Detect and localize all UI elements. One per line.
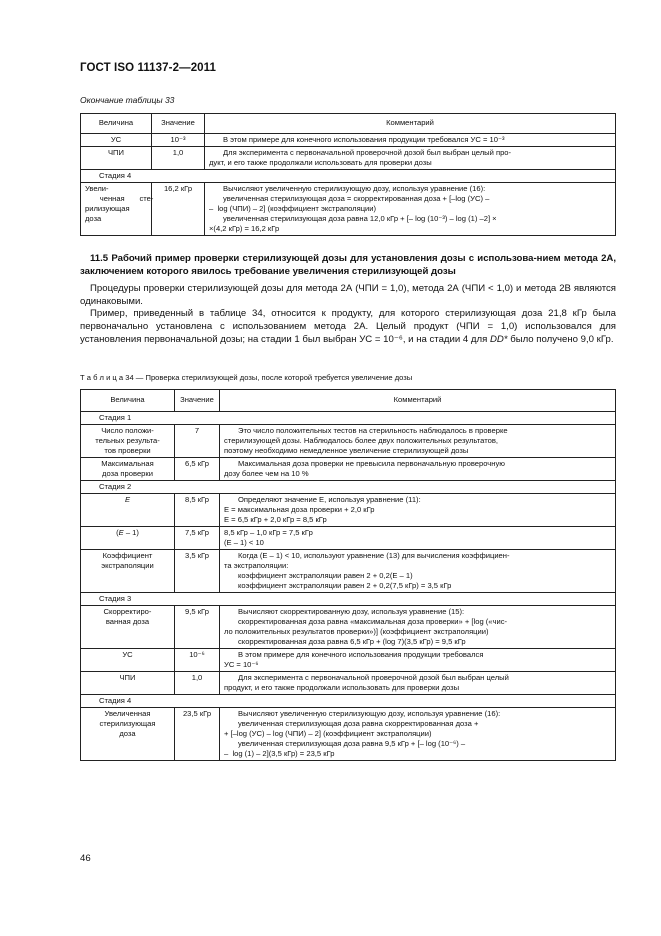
comment-cell: [220, 425, 616, 458]
column-header: Величина: [81, 390, 175, 412]
stage-label: Стадия 3: [81, 593, 616, 606]
stage-row: [81, 695, 616, 708]
column-header: Значение: [175, 390, 220, 412]
comment-line: Для эксперимента с первоначальной проверочной дозой был выбран целый про-: [223, 148, 512, 158]
quantity-cell: Увели- ченная сте- рилизующая доза: [81, 183, 152, 236]
document-header: ГОСТ ISO 11137-2—2011: [80, 62, 217, 74]
stage-row: [81, 481, 616, 494]
table34-caption: Т а б л и ц а 34 — Проверка стерилизующей дозы, после которой требуется увеличение дозы: [80, 373, 413, 382]
table-row: [81, 134, 616, 147]
value-cell: 10⁻³: [152, 134, 205, 147]
page-number: 46: [80, 853, 91, 864]
value-cell: 7: [175, 425, 220, 458]
comment-cell: [220, 550, 616, 593]
comment-line: (E – 1) < 10: [224, 538, 264, 548]
comment-line: Когда (E – 1) < 10, используют уравнение (13) для вычисления коэффициен-: [238, 551, 510, 561]
table-row: [81, 606, 616, 649]
value-cell: 23,5 кГр: [175, 708, 220, 761]
value-cell: 8,5 кГр: [175, 494, 220, 527]
comment-cell: [220, 458, 616, 481]
table-row: [81, 527, 616, 550]
stage-row: [81, 412, 616, 425]
quantity-cell: ЧПИ: [81, 147, 152, 170]
value-cell: 6,5 кГр: [175, 458, 220, 481]
stage-row: [81, 593, 616, 606]
table-row: [81, 425, 616, 458]
paragraph: Пример, приведенный в таблице 34, относится к продукту, для которого стерилизующая доза 21,8 кГр была первоначально установлена с использованием метода 2А. Целый продукт (ЧПИ = 1,0) использовался для установления первоначальной дозы; на стадии 1 был выбран УС = 10⁻⁶, и на стадии 4 для DD* было получено 9,0 кГр.: [80, 308, 616, 346]
stage-label: Стадия 2: [81, 481, 616, 494]
comment-line: – log (ЧПИ) – 2] (коэффициент экстраполяции): [209, 204, 377, 214]
value-cell: 3,5 кГр: [175, 550, 220, 593]
comment-line: + [–log (УС) – log (ЧПИ) – 2] (коэффициент экстраполяции): [224, 729, 432, 739]
quantity-cell: Коэффициент экстраполяции: [81, 550, 175, 593]
column-header: Величина: [81, 114, 152, 134]
quantity-cell: Скорректиро- ванная доза: [81, 606, 175, 649]
value-cell: 9,5 кГр: [175, 606, 220, 649]
comment-cell: [220, 527, 616, 550]
quantity-cell: Число положи- тельных результа- тов проверки: [81, 425, 175, 458]
value-cell: 16,2 кГр: [152, 183, 205, 236]
comment-line: коэффициент экстраполяции равен 2 + 0,2(7,5 кГр) = 3,5 кГр: [238, 581, 452, 591]
value-cell: 7,5 кГр: [175, 527, 220, 550]
comment-line: 8,5 кГр – 1,0 кГр = 7,5 кГр: [224, 528, 313, 538]
comment-line: поэтому необходимо немедленное увеличение стерилизующей дозы: [224, 446, 469, 456]
stage-label: Стадия 4: [81, 170, 616, 183]
table-34: [80, 389, 616, 761]
comment-line: УС = 10⁻⁶: [224, 660, 259, 670]
column-header: Комментарий: [220, 390, 616, 412]
comment-line: В этом примере для конечного использования продукции требовался: [238, 650, 484, 660]
table-row: [81, 708, 616, 761]
comment-line: увеличенная стерилизующая доза равна 9,5 кГр + [– log (10⁻⁶) –: [238, 739, 466, 749]
table-33: [80, 113, 616, 236]
comment-line: Максимальная доза проверки не превысила первоначальную проверочную: [238, 459, 505, 469]
table-row: [81, 550, 616, 593]
section-heading: 11.5 Рабочий пример проверки стерилизующей дозы для установления дозы с использова-нием метода 2А, заключением которого явилось требование увеличения стерилизующей дозы: [80, 253, 616, 277]
quantity-cell: Увеличенная стерилизующая доза: [81, 708, 175, 761]
comment-line: ×(4,2 кГр) = 16,2 кГр: [209, 224, 280, 234]
value-cell: 10⁻⁶: [175, 649, 220, 672]
comment-line: стерилизующей дозы. Наблюдалось более двух положительных результатов,: [224, 436, 498, 446]
quantity-cell: ЧПИ: [81, 672, 175, 695]
table-row: [81, 649, 616, 672]
comment-line: – log (1) – 2](3,5 кГр) = 23,5 кГр: [224, 749, 335, 759]
paragraph: Процедуры проверки стерилизующей дозы для метода 2А (ЧПИ = 1,0), метода 2А (ЧПИ < 1,0) и метода 2В являются одинаковыми.: [80, 282, 616, 307]
table-row: [81, 147, 616, 170]
comment-line: E = 6,5 кГр + 2,0 кГр = 8,5 кГр: [224, 515, 327, 525]
table-row: [81, 458, 616, 481]
stage-row: [81, 170, 616, 183]
comment-cell: [220, 708, 616, 761]
comment-cell: [205, 147, 616, 170]
comment-line: коэффициент экстраполяции равен 2 + 0,2(E – 1): [238, 571, 413, 581]
value-cell: 1,0: [152, 147, 205, 170]
quantity-cell: УС: [81, 134, 152, 147]
comment-cell: [220, 606, 616, 649]
table-row: [81, 183, 616, 236]
comment-line: Определяют значение E, используя уравнение (11):: [238, 495, 421, 505]
stage-label: Стадия 1: [81, 412, 616, 425]
comment-line: увеличенная стерилизующая доза равна скорректированная доза +: [238, 719, 479, 729]
comment-line: Вычисляют увеличенную стерилизующую дозу, используя уравнение (16):: [223, 184, 486, 194]
section-11-5: [80, 253, 616, 347]
quantity-cell: УС: [81, 649, 175, 672]
comment-line: скорректированная доза равна «максимальная доза проверки» + [log («чис-: [238, 617, 508, 627]
quantity-cell: Максимальная доза проверки: [81, 458, 175, 481]
column-header: Значение: [152, 114, 205, 134]
comment-line: дукт, и его также продолжали использовать для проверки дозы: [209, 158, 432, 168]
comment-cell: [220, 649, 616, 672]
comment-line: E = максимальная доза проверки + 2,0 кГр: [224, 505, 375, 515]
comment-cell: [220, 494, 616, 527]
comment-line: дозу более чем на 10 %: [224, 469, 309, 479]
comment-line: Это число положительных тестов на стерильность наблюдалось в проверке: [238, 426, 508, 436]
comment-line: продукт, и его также продолжали использовать для проверки дозы: [224, 683, 460, 693]
comment-line: ло положительных результатов проверки»)] (коэффициент экстраполяции): [224, 627, 489, 637]
value-cell: 1,0: [175, 672, 220, 695]
comment-line: Вычисляют увеличенную стерилизующую дозу, используя уравнение (16):: [238, 709, 501, 719]
comment-line: увеличенная стерилизующая доза равна 12,0 кГр + [– log (10⁻³) – log (1) –2] ×: [223, 214, 497, 224]
comment-cell: [220, 672, 616, 695]
column-header: Комментарий: [205, 114, 616, 134]
comment-line: та экстраполяции:: [224, 561, 289, 571]
comment-line: скорректированная доза равна 6,5 кГр + (log 7)(3,5 кГр) = 9,5 кГр: [238, 637, 466, 647]
table33-continuation-caption: Окончание таблицы 33: [80, 95, 175, 105]
table-row: [81, 672, 616, 695]
quantity-cell: E: [81, 494, 175, 527]
stage-label: Стадия 4: [81, 695, 616, 708]
comment-line: Вычисляют скорректированную дозу, используя уравнение (15):: [238, 607, 465, 617]
comment-line: В этом примере для конечного использования продукции требовался УС = 10⁻³: [223, 135, 505, 144]
comment-cell: [205, 134, 616, 147]
table-row: [81, 494, 616, 527]
comment-cell: [205, 183, 616, 236]
comment-line: Для эксперимента с первоначальной проверочной дозой был выбран целый: [238, 673, 509, 683]
comment-line: увеличенная стерилизующая доза = скорректированная доза + [–log (УС) –: [223, 194, 490, 204]
quantity-cell: (E – 1): [81, 527, 175, 550]
